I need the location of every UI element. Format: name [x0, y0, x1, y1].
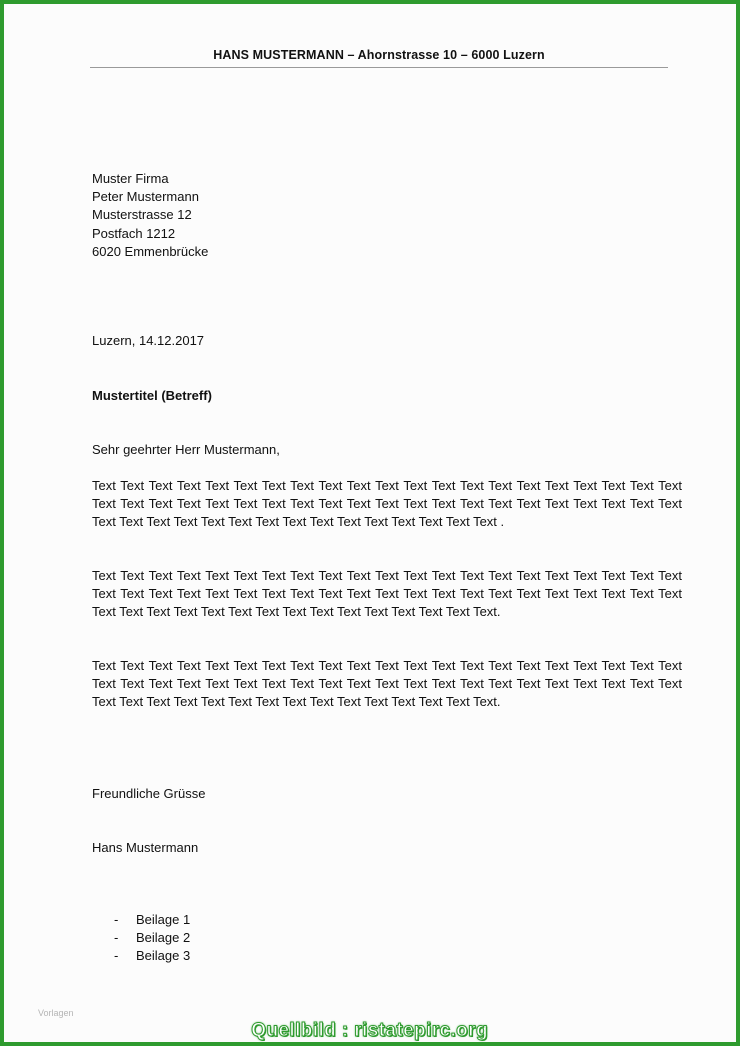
- watermark-text: Vorlagen: [38, 1008, 74, 1018]
- closing: Freundliche Grüsse: [92, 786, 206, 801]
- list-bullet: -: [114, 948, 119, 964]
- letter-date: Luzern, 14.12.2017: [92, 333, 205, 348]
- enclosure-label: Beilage 3: [136, 948, 191, 964]
- list-item: [114, 947, 190, 965]
- body-paragraph: Text Text Text Text Text Text Text Text Text Text Text Text Text Text Text Text Text Text Text Text Text Text Text Text Text Text Text Text Text Text Text Text Text Text Text Text Text Text Text Text Text Text Text Text Text Text Text Text Text Text Text Text Text Text Text Text Text .: [92, 478, 682, 530]
- list-item: [114, 911, 190, 929]
- recipient-street: Musterstrasse 12: [92, 207, 192, 223]
- signature-name: Hans Mustermann: [92, 840, 199, 855]
- body-paragraph: Text Text Text Text Text Text Text Text Text Text Text Text Text Text Text Text Text Text Text Text Text Text Text Text Text Text Text Text Text Text Text Text Text Text Text Text Text Text Text Text Text Text Text Text Text Text Text Text Text Text Text Text Text Text Text Text Text.: [92, 568, 682, 620]
- list-item: [114, 929, 190, 947]
- salutation: Sehr geehrter Herr Mustermann,: [92, 442, 280, 457]
- enclosure-label: Beilage 2: [136, 930, 191, 946]
- list-bullet: -: [114, 930, 119, 946]
- recipient-company: Muster Firma: [92, 171, 169, 186]
- letter-subject: Mustertitel (Betreff): [92, 388, 212, 403]
- source-credit: Quellbild : ristatepirc.org: [251, 1020, 488, 1041]
- recipient-city: 6020 Emmenbrücke: [92, 243, 209, 259]
- body-paragraph: Text Text Text Text Text Text Text Text Text Text Text Text Text Text Text Text Text Text Text Text Text Text Text Text Text Text Text Text Text Text Text Text Text Text Text Text Text Text Text Text Text Text Text Text Text Text Text Text Text Text Text Text Text Text Text Text Text.: [92, 658, 682, 710]
- letterhead: HANS MUSTERMANN – Ahornstrasse 10 – 6000 Luzern: [90, 48, 668, 68]
- recipient-address: [92, 170, 682, 261]
- list-bullet: -: [114, 912, 119, 927]
- enclosure-list: [114, 911, 190, 966]
- recipient-po-box: Postfach 1212: [92, 225, 176, 241]
- recipient-name: Peter Mustermann: [92, 189, 199, 205]
- enclosure-label: Beilage 1: [136, 912, 191, 927]
